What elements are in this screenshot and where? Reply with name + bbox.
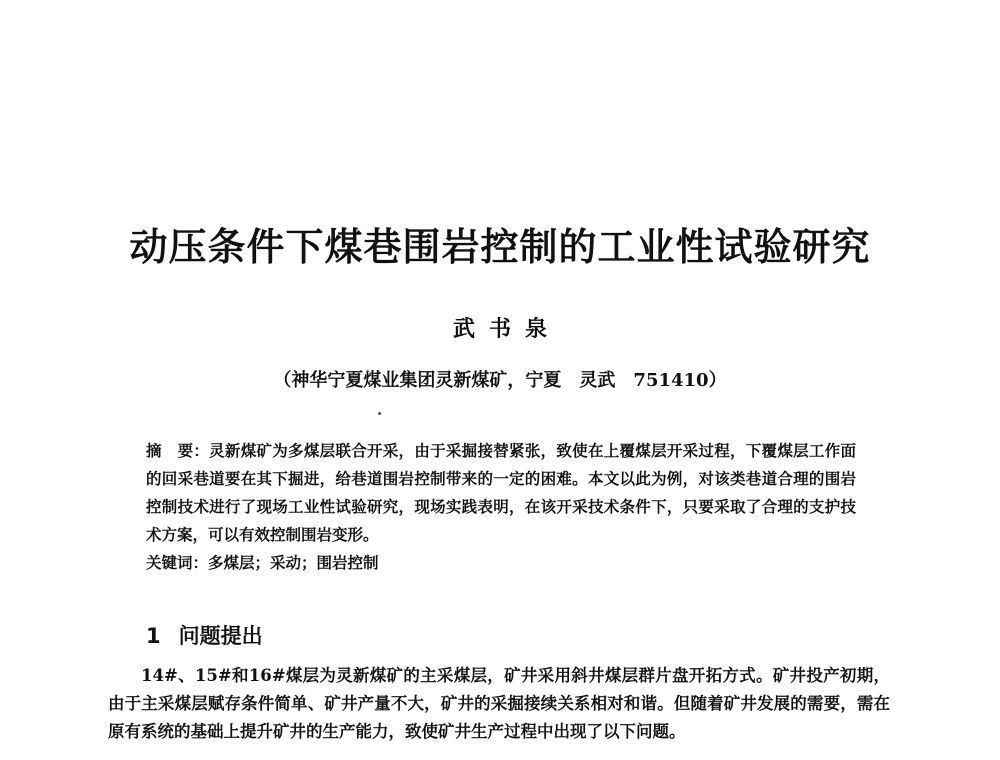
section-number: 1 bbox=[146, 624, 161, 648]
abstract-text: 灵新煤矿为多煤层联合开采，由于采掘接替紧张，致使在上覆煤层开采过程，下覆煤层工作面的回采巷道要在其下掘进，给巷道围岩控制带来的一定的困难。本文以此为例，对该类巷道合理的围岩控制技术进行了现场工业性试验研究，现场实践表明，在该开采技术条件下，只要采取了合理的支护技术方案，可以有效控制围岩变形。 bbox=[146, 441, 856, 544]
author-name: 武书泉 bbox=[452, 316, 561, 342]
keywords-text: 多煤层；采动；围岩控制 bbox=[208, 553, 379, 572]
paper-title: 动压条件下煤巷围岩控制的工业性试验研究 bbox=[129, 224, 871, 269]
keywords bbox=[146, 549, 856, 577]
author-affiliation: （神华宁夏煤业集团灵新煤矿，宁夏 灵武 751410） bbox=[273, 370, 727, 391]
abstract bbox=[146, 437, 856, 549]
stray-dot bbox=[378, 412, 381, 415]
keywords-label: 关键词： bbox=[146, 554, 209, 572]
abstract-label: 摘 要： bbox=[146, 442, 210, 460]
body-paragraph: 14#、15#和16#煤层为灵新煤矿的主采煤层，矿井采用斜井煤层群片盘开拓方式。矿井投产初期，由于主采煤层赋存条件简单、矿井产量不大，矿井的采掘接续关系相对和谐。但随着矿井发展的需要，需在原有系统的基础上提升矿井的生产能力，致使矿井生产过程中出现了以下问题。 bbox=[108, 666, 890, 741]
section-heading bbox=[146, 620, 263, 650]
section-title: 问题提出 bbox=[178, 624, 263, 648]
